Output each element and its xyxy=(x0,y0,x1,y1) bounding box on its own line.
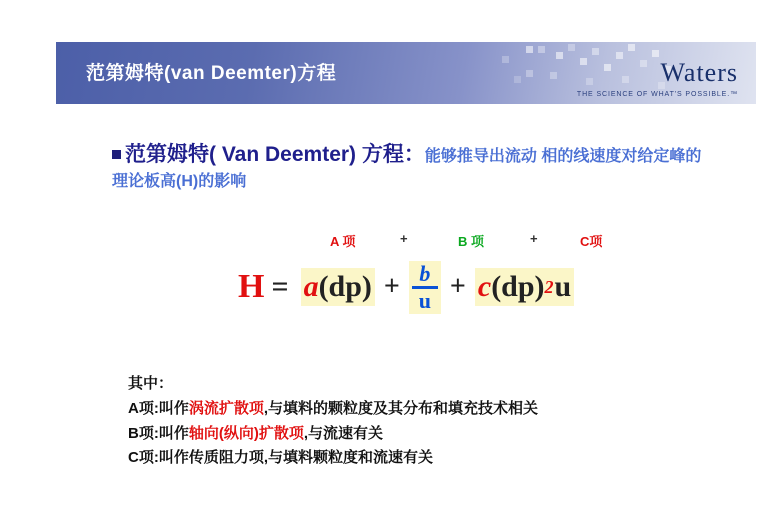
banner-pixel xyxy=(538,46,545,53)
header-banner xyxy=(56,42,756,104)
note-b-prefix: B项:叫作 xyxy=(128,424,189,442)
banner-pixel xyxy=(628,44,635,51)
equation-term-a xyxy=(301,268,375,306)
banner-pixel xyxy=(556,52,563,59)
term-label-a: A 项 xyxy=(330,234,356,249)
term-label-plus-1: + xyxy=(400,231,408,246)
fraction-denominator-u: u xyxy=(418,287,432,313)
banner-pixel xyxy=(514,76,521,83)
note-c-prefix: C项:叫作传质阻力项,与填料颗粒度和流速有关 xyxy=(128,449,433,467)
waters-logo-tagline: THE SCIENCE OF WHAT'S POSSIBLE.™ xyxy=(576,91,738,98)
bullet-square-icon xyxy=(112,150,121,159)
banner-pixel xyxy=(652,50,659,57)
waters-logo xyxy=(577,60,738,98)
banner-pixel xyxy=(526,70,533,77)
note-line-b xyxy=(128,422,538,447)
equation-lhs: H xyxy=(238,268,265,305)
note-a-highlight: 涡流扩散项 xyxy=(188,399,264,417)
term-c-coefficient: c xyxy=(477,270,492,303)
heading-main-text: 范第姆特( Van Deemter) 方程： xyxy=(125,143,425,166)
term-a-particle-diameter: (dp) xyxy=(318,270,372,303)
term-c-exponent: 2 xyxy=(544,276,554,297)
term-label-plus-2: + xyxy=(530,231,538,246)
equation-term-b xyxy=(409,261,441,314)
equation-operator-plus-2: + xyxy=(449,271,466,302)
page-title: 范第姆特(van Deemter)方程 xyxy=(86,63,337,84)
explanation-notes xyxy=(128,372,538,471)
term-c-velocity: u xyxy=(554,270,572,303)
term-label-b: B 项 xyxy=(458,234,485,249)
section-heading xyxy=(112,140,712,194)
banner-pixel xyxy=(592,48,599,55)
note-a-prefix: A项:叫作 xyxy=(128,399,189,417)
equation-operator-plus-1: + xyxy=(383,271,400,302)
notes-title: 其中： xyxy=(128,375,174,392)
banner-pixel xyxy=(568,44,575,51)
note-b-suffix: ,与流速有关 xyxy=(303,424,383,442)
note-line-a xyxy=(128,397,538,422)
fraction-b-over-u xyxy=(412,260,438,313)
note-line-c xyxy=(128,446,538,471)
term-c-particle-diameter: (dp) xyxy=(491,270,545,303)
term-a-coefficient: a xyxy=(303,270,319,303)
banner-pixel xyxy=(616,52,623,59)
heading-sub-text: 能够推导出流动 相的线速度对给定峰的理论板高(H)的影响 xyxy=(112,148,702,191)
term-label-c: C项 xyxy=(580,234,603,249)
banner-pixel xyxy=(550,72,557,79)
banner-pixel xyxy=(526,46,533,53)
note-a-suffix: ,与填料的颗粒度及其分布和填充技术相关 xyxy=(263,399,539,417)
fraction-numerator-b: b xyxy=(419,260,431,286)
equation-term-c xyxy=(475,268,574,306)
waters-logo-name: Waters xyxy=(660,58,738,87)
van-deemter-equation xyxy=(238,256,574,318)
equation-equals-sign: = xyxy=(271,270,289,303)
banner-pixel xyxy=(502,56,509,63)
note-b-highlight: 轴向(纵向)扩散项 xyxy=(188,424,304,442)
